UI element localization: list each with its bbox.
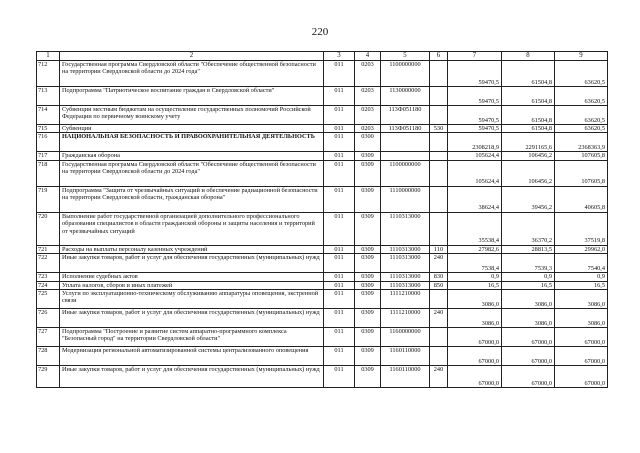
admin-code: 011 [324,125,355,133]
expense-type-code [430,328,448,347]
table-row [37,87,608,106]
admin-code: 011 [324,152,355,160]
expense-type-code [430,212,448,245]
table-row [37,273,608,281]
row-name: Услуги по эксплуатационно-техническому обслуживанию аппаратуры оповещения, экстренной связи [60,290,324,309]
amount-2022: 67000,0 [448,347,502,366]
table-row [37,61,608,87]
admin-code: 011 [324,186,355,212]
row-number: 729 [37,366,60,388]
amount-2022: 38624,4 [448,186,502,212]
amount-2023: 106456,2 [502,152,555,160]
amount-2022: 59470,5 [448,106,502,125]
expense-type-code [430,87,448,106]
row-number: 714 [37,106,60,125]
target-article-code: 113Ф051180 [381,106,430,125]
section-code: 0309 [355,273,381,281]
amount-2024: 37519,8 [555,212,608,245]
amount-2023: 67000,0 [502,328,555,347]
expense-type-code [430,290,448,309]
table-row [37,152,608,160]
table-row [37,133,608,152]
admin-code: 011 [324,87,355,106]
target-article-code: 1100000000 [381,61,430,87]
amount-2023: 36370,2 [502,212,555,245]
amount-2022: 105624,4 [448,152,502,160]
section-code: 0309 [355,347,381,366]
amount-2024: 63620,5 [555,125,608,133]
row-name: Подпрограмма "Построение и развитие систем аппаратно-программного комплекса "Безопасный город" на территории Свердловской области" [60,328,324,347]
row-number: 725 [37,290,60,309]
target-article-code: 1130000000 [381,87,430,106]
admin-code: 011 [324,245,355,253]
row-name: Выполнение работ государственной организацией дополнительного профессионального образования специалистов в области гражданской обороны и защиты населения и территорий от чрезвычайных ситуаций [60,212,324,245]
target-article-code: 1111210000 [381,290,430,309]
header-cell: 8 [502,52,555,61]
header-cell: 6 [430,52,448,61]
target-article-code: 1100000000 [381,160,430,186]
row-name: Государственная программа Свердловской области "Обеспечение общественной безопасности на территории Свердловской области до 2024 года" [60,61,324,87]
admin-code: 011 [324,328,355,347]
amount-2024: 2368363,9 [555,133,608,152]
table-row [37,106,608,125]
row-name: Подпрограмма "Патриотическое воспитание граждан в Свердловской области" [60,87,324,106]
row-number: 720 [37,212,60,245]
header-cell: 5 [381,52,430,61]
row-name: Гражданская оборона [60,152,324,160]
section-code: 0309 [355,309,381,328]
row-number: 728 [37,347,60,366]
amount-2023: 106456,2 [502,160,555,186]
expense-type-code [430,152,448,160]
table-row [37,186,608,212]
target-article-code: 1111210000 [381,309,430,328]
row-name: Уплата налогов, сборов и иных платежей [60,281,324,289]
admin-code: 011 [324,106,355,125]
amount-2024: 16,5 [555,281,608,289]
expense-type-code [430,106,448,125]
section-code: 0309 [355,328,381,347]
amount-2023: 2291165,6 [502,133,555,152]
section-code: 0203 [355,106,381,125]
admin-code: 011 [324,212,355,245]
header-cell: 7 [448,52,502,61]
table-row [37,245,608,253]
admin-code: 011 [324,309,355,328]
target-article-code [381,133,430,152]
row-number: 723 [37,273,60,281]
section-code: 0309 [355,212,381,245]
row-number: 718 [37,160,60,186]
page-number: 220 [311,26,329,38]
row-number: 712 [37,61,60,87]
amount-2022: 2308218,9 [448,133,502,152]
amount-2024: 67000,0 [555,347,608,366]
admin-code: 011 [324,61,355,87]
section-code: 0300 [355,133,381,152]
admin-code: 011 [324,273,355,281]
section-code: 0309 [355,281,381,289]
section-code: 0309 [355,254,381,273]
expense-type-code [430,133,448,152]
header-cell: 4 [355,52,381,61]
amount-2022: 27982,6 [448,245,502,253]
row-number: 727 [37,328,60,347]
table-row [37,254,608,273]
target-article-code: 1110313000 [381,281,430,289]
amount-2024: 107605,8 [555,160,608,186]
amount-2024: 3086,0 [555,309,608,328]
amount-2023: 61504,8 [502,61,555,87]
row-number: 719 [37,186,60,212]
amount-2023: 28813,5 [502,245,555,253]
row-number: 726 [37,309,60,328]
table-row [37,160,608,186]
amount-2023: 0,9 [502,273,555,281]
expense-type-code: 240 [430,309,448,328]
expense-type-code [430,347,448,366]
header-cell: 1 [37,52,60,61]
row-name: НАЦИОНАЛЬНАЯ БЕЗОПАСНОСТЬ И ПРАВООХРАНИТЕЛЬНАЯ ДЕЯТЕЛЬНОСТЬ [60,133,324,152]
amount-2022: 59470,5 [448,61,502,87]
admin-code: 011 [324,160,355,186]
row-name: Иные закупки товаров, работ и услуг для обеспечения государственных (муниципальных) нужд [60,366,324,388]
table-row [37,347,608,366]
row-name: Субвенции местным бюджетам на осуществление государственных полномочий Российской Федерации по первичному воинскому учету [60,106,324,125]
amount-2022: 3086,0 [448,309,502,328]
header-row [37,52,608,61]
amount-2023: 3086,0 [502,290,555,309]
expense-type-code [430,186,448,212]
row-number: 716 [37,133,60,152]
section-code: 0309 [355,366,381,388]
admin-code: 011 [324,281,355,289]
section-code: 0203 [355,125,381,133]
target-article-code: 1110313000 [381,273,430,281]
section-code: 0309 [355,152,381,160]
amount-2023: 3086,0 [502,309,555,328]
amount-2024: 7540,4 [555,254,608,273]
target-article-code: 1110313000 [381,245,430,253]
row-number: 722 [37,254,60,273]
target-article-code: 1110313000 [381,254,430,273]
amount-2024: 107605,8 [555,152,608,160]
target-article-code: 1160000000 [381,328,430,347]
row-number: 715 [37,125,60,133]
row-name: Модернизация региональной автоматизированной системы централизованного оповещения [60,347,324,366]
header-cell: 9 [555,52,608,61]
expense-type-code: 850 [430,281,448,289]
amount-2024: 40605,8 [555,186,608,212]
row-name: Иные закупки товаров, работ и услуг для обеспечения государственных (муниципальных) нужд [60,254,324,273]
target-article-code: 113Ф051180 [381,125,430,133]
admin-code: 011 [324,366,355,388]
amount-2022: 59470,5 [448,125,502,133]
table-row [37,366,608,388]
admin-code: 011 [324,133,355,152]
target-article-code: 1110313000 [381,212,430,245]
section-code: 0203 [355,87,381,106]
expense-type-code [430,160,448,186]
table-row [37,328,608,347]
amount-2024: 0,9 [555,273,608,281]
amount-2024: 63620,5 [555,106,608,125]
amount-2023: 61504,8 [502,125,555,133]
admin-code: 011 [324,290,355,309]
row-name: Расходы на выплаты персоналу казенных учреждений [60,245,324,253]
amount-2023: 16,5 [502,281,555,289]
amount-2024: 63620,5 [555,87,608,106]
expense-type-code: 240 [430,254,448,273]
header-cell: 3 [324,52,355,61]
section-code: 0309 [355,245,381,253]
target-article-code: 1110000000 [381,186,430,212]
table-row [37,125,608,133]
table-row [37,212,608,245]
amount-2024: 67000,0 [555,366,608,388]
table-row [37,290,608,309]
admin-code: 011 [324,347,355,366]
amount-2022: 16,5 [448,281,502,289]
admin-code: 011 [324,254,355,273]
amount-2024: 67000,0 [555,328,608,347]
amount-2022: 7538,4 [448,254,502,273]
target-article-code: 1160110000 [381,347,430,366]
amount-2023: 67000,0 [502,347,555,366]
table-row [37,309,608,328]
row-name: Иные закупки товаров, работ и услуг для обеспечения государственных (муниципальных) нужд [60,309,324,328]
amount-2023: 67000,0 [502,366,555,388]
amount-2024: 29962,0 [555,245,608,253]
budget-table [36,51,608,388]
amount-2024: 63620,5 [555,61,608,87]
row-number: 721 [37,245,60,253]
amount-2022: 3086,0 [448,290,502,309]
amount-2024: 3086,0 [555,290,608,309]
amount-2022: 105624,4 [448,160,502,186]
amount-2023: 61504,8 [502,87,555,106]
expense-type-code [430,61,448,87]
row-name: Субвенции [60,125,324,133]
section-code: 0203 [355,61,381,87]
amount-2022: 59470,5 [448,87,502,106]
expense-type-code: 830 [430,273,448,281]
row-name: Подпрограмма "Защита от чрезвычайных ситуаций и обеспечение радиационной безопасности на территории Свердловской области, гражданская оборона" [60,186,324,212]
row-name: Исполнение судебных актов [60,273,324,281]
header-cell: 2 [60,52,324,61]
amount-2023: 7539,3 [502,254,555,273]
row-number: 713 [37,87,60,106]
amount-2022: 67000,0 [448,328,502,347]
target-article-code: 1160110000 [381,366,430,388]
amount-2022: 35538,4 [448,212,502,245]
amount-2022: 0,9 [448,273,502,281]
row-name: Государственная программа Свердловской области "Обеспечение общественной безопасности на территории Свердловской области до 2024 года" [60,160,324,186]
row-number: 717 [37,152,60,160]
target-article-code [381,152,430,160]
table-body [37,61,608,388]
section-code: 0309 [355,186,381,212]
expense-type-code: 530 [430,125,448,133]
section-code: 0309 [355,290,381,309]
amount-2022: 67000,0 [448,366,502,388]
section-code: 0309 [355,160,381,186]
row-number: 724 [37,281,60,289]
expense-type-code: 240 [430,366,448,388]
amount-2023: 39456,2 [502,186,555,212]
table-row [37,281,608,289]
amount-2023: 61504,8 [502,106,555,125]
expense-type-code: 110 [430,245,448,253]
